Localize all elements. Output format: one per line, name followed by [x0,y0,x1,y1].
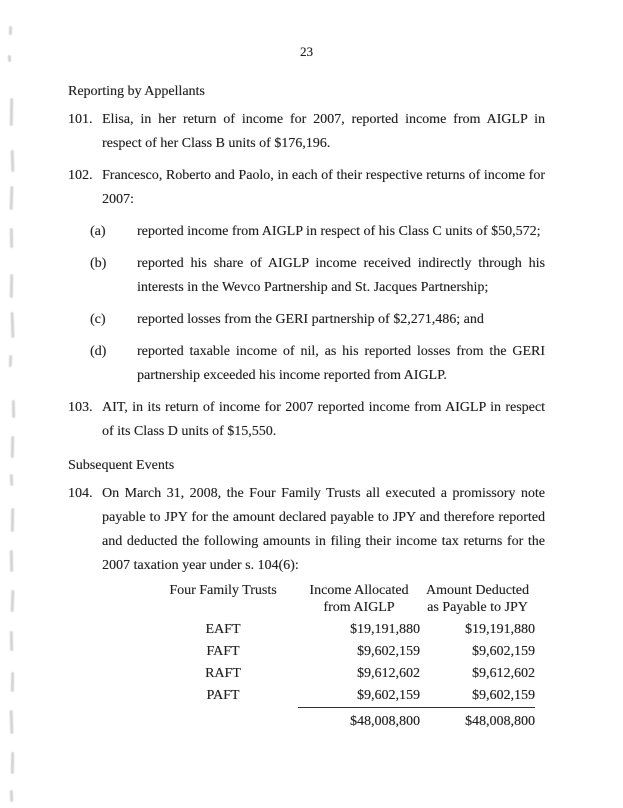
table-row [148,641,535,663]
subitem-text: reported his share of AIGLP income received indirectly through his interests in the Wevco Partnership and St. Jacques Partnership; [137,256,545,295]
paragraph-text: Francesco, Roberto and Paolo, in each of their respective returns of income for 2007: [102,168,545,207]
amount-deducted-cell: $9,602,159 [472,644,535,659]
empty-cell [148,708,298,735]
subitem-label: (d) [90,344,107,359]
table-row [148,685,535,708]
paragraph-text: On March 31, 2008, the Four Family Trusts all executed a promissory note payable to JPY for the amount declared payable to JPY and therefore reported and deducted the following amounts in filing their income tax returns for the 2007 taxation year under s. 104(6): [102,486,545,573]
paragraph-number: 102. [68,168,93,183]
column-header-line1: Income Allocated [309,583,409,598]
subitem-label: (b) [90,256,107,271]
trust-name-cell: RAFT [205,666,241,681]
document-content [68,40,545,734]
trust-name-cell: PAFT [206,688,240,704]
column-header-line2: as Payable to JPY [427,600,528,615]
paragraph-number: 103. [68,400,93,415]
subitem-d [90,340,545,388]
paragraph-103 [68,396,545,444]
trust-name-cell: EAFT [205,622,241,637]
page-number: 23 [300,44,313,59]
subitem-label: (c) [90,312,106,327]
table-row [148,619,535,641]
amount-deducted-cell: $19,191,880 [465,622,535,637]
subitem-c [90,308,545,332]
income-allocated-cell: $9,612,602 [357,666,420,681]
table-row [148,663,535,685]
income-allocated-cell: $9,602,159 [357,644,420,659]
heading-reporting-by-appellants: Reporting by Appellants [68,84,205,99]
paragraph-104 [68,482,545,578]
paragraph-101 [68,108,545,156]
four-family-trusts-table [148,582,535,734]
paragraph-number: 104. [68,486,93,501]
amount-deducted-cell: $9,612,602 [472,666,535,681]
column-header-trusts [148,582,298,619]
table-total-row [148,708,535,735]
total-amount-deducted-cell: $48,008,800 [420,708,535,735]
paragraph-text: AIT, in its return of income for 2007 reported income from AIGLP in respect of its Class D units of $15,550. [102,400,545,439]
column-header-amount-deducted [420,582,535,619]
subitem-a [90,220,545,244]
subitem-b [90,252,545,300]
paragraph-text: Elisa, in her return of income for 2007, reported income from AIGLP in respect of her Class B units of $176,196. [102,112,545,151]
column-header-income-allocated [298,582,420,619]
subitem-text: reported losses from the GERI partnership of $2,271,486; and [137,312,484,327]
income-allocated-cell: $9,602,159 [357,688,420,703]
amount-deducted-cell: $9,602,159 [472,688,535,703]
heading-subsequent-events: Subsequent Events [68,458,175,473]
total-income-allocated-cell: $48,008,800 [298,708,420,735]
column-header-line1: Amount Deducted [425,583,530,598]
subitem-text: reported income from AIGLP in respect of his Class C units of $50,572; [137,224,541,239]
table-header-row [148,582,535,619]
column-header-line2: from AIGLP [323,600,395,615]
paragraph-number: 101. [68,112,93,127]
subitem-text: reported taxable income of nil, as his reported losses from the GERI partnership exceeded his income reported from AIGLP. [137,344,545,383]
income-allocated-cell: $19,191,880 [350,622,420,637]
paragraph-102 [68,164,545,212]
column-header-text: Four Family Trusts [169,583,277,598]
subitem-label: (a) [90,224,106,239]
trust-name-cell: FAFT [206,644,240,659]
